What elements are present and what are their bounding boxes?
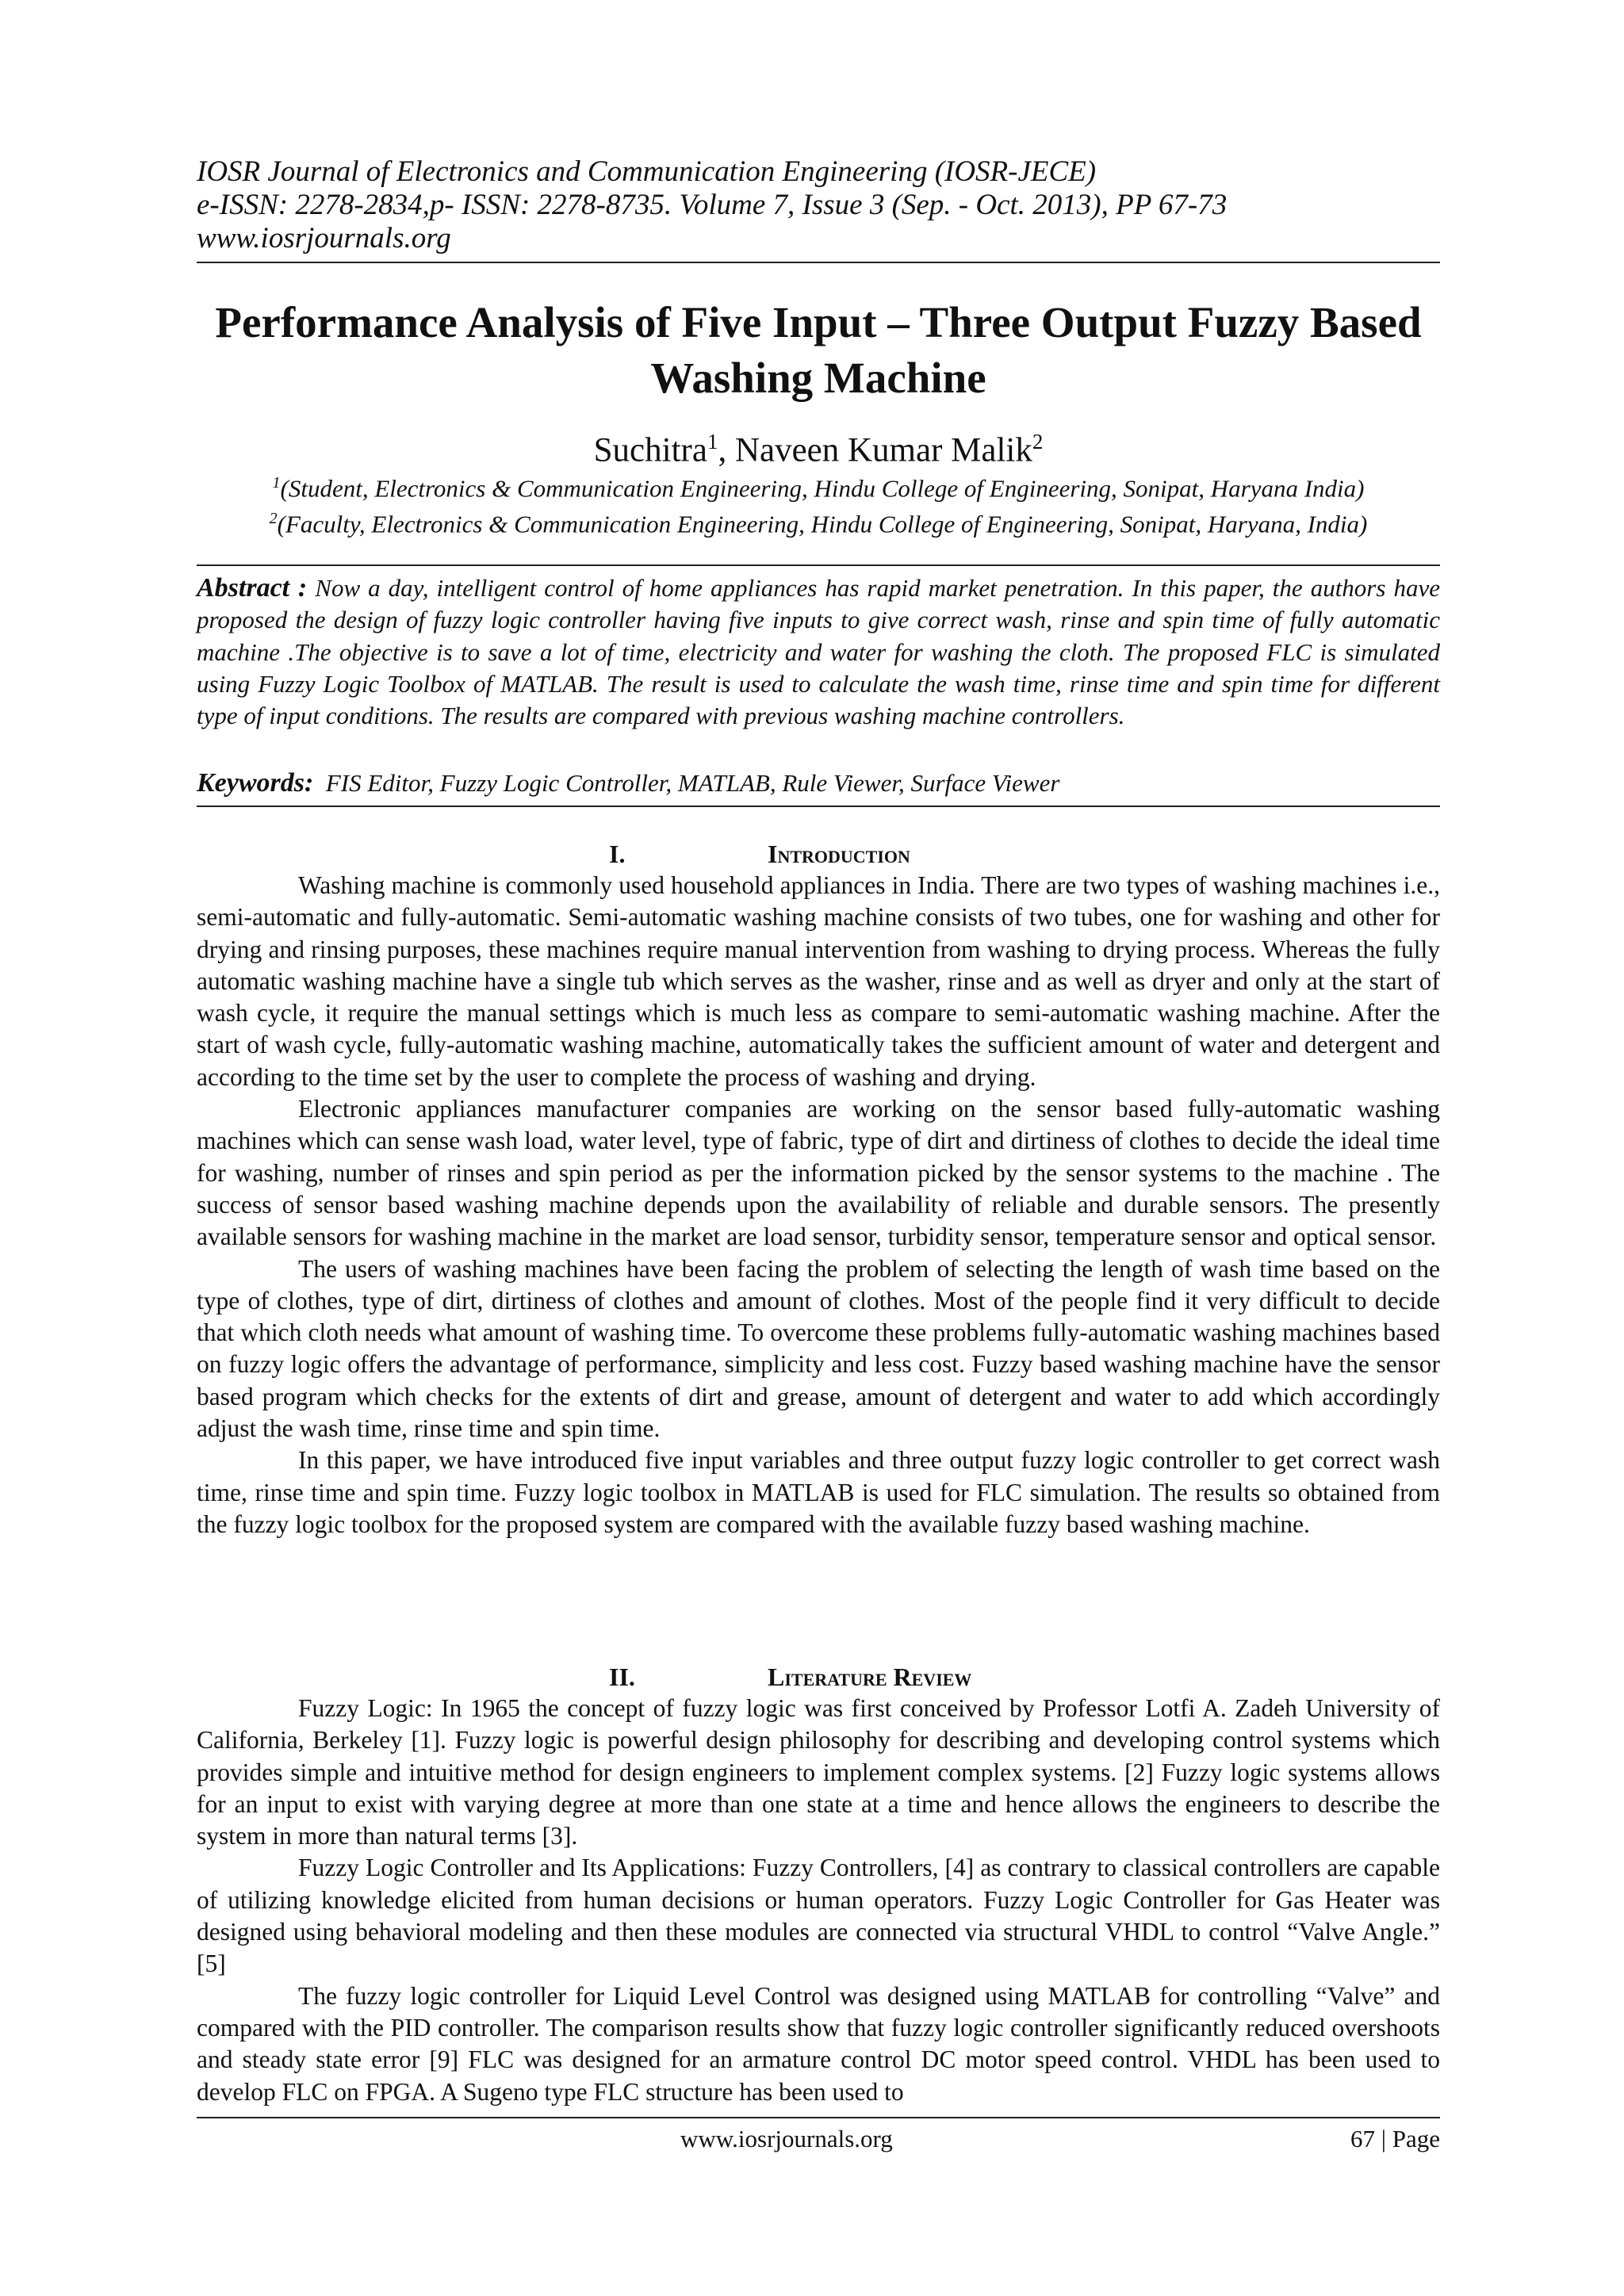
keywords xyxy=(197,767,1440,799)
journal-header xyxy=(197,155,1440,255)
affiliations xyxy=(197,468,1440,540)
affiliation-2 xyxy=(197,503,1440,539)
paragraph: Fuzzy Logic: In 1965 the concept of fuzzy logic was first conceived by Professor Lotfi A. Zadeh University of California, Berkeley [1]. Fuzzy logic is powerful design philosophy for describing and developing control systems which provides simple and intuitive method for design engineers to implement complex systems. [2] Fuzzy logic systems allows for an input to exist with varying degree at more than one state at a time and hence allows the engineers to describe the system in more than natural terms [3]. xyxy=(197,1694,1440,1850)
header-rule xyxy=(197,262,1440,263)
author-list xyxy=(197,422,1440,470)
footer-website: www.iosrjournals.org xyxy=(680,2125,893,2152)
abstract-text: Now a day, intelligent control of home appliances has rapid market penetration. In this paper, the authors have proposed the design of fuzzy logic controller having five inputs to give correct wash, rinse and spin time of fully automatic machine .The objective is to save a lot of time, electricity and water for washing the cloth. The proposed FLC is simulated using Fuzzy Logic Toolbox of MATLAB. The result is used to calculate the wash time, rinse time and spin time for different type of input conditions. The results are compared with previous washing machine controllers. xyxy=(197,574,1440,730)
section-title: Introduction xyxy=(768,840,910,868)
journal-issn-volume: e-ISSN: 2278-2834,p- ISSN: 2278-8735. Volume 7, Issue 3 (Sep. - Oct. 2013), PP 67-73 xyxy=(197,189,1228,221)
affiliation-1-text: (Student, Electronics & Communication Engineering, Hindu College of Engineering, Sonipat, Haryana India) xyxy=(280,474,1365,503)
paper-title xyxy=(197,295,1440,406)
journal-website: www.iosrjournals.org xyxy=(197,222,451,254)
author-1: Suchitra xyxy=(593,431,707,469)
paragraph: Fuzzy Logic Controller and Its Applications: Fuzzy Controllers, [4] as contrary to classical controllers are capable of utilizing knowledge elicited from human decisions or human operators. Fuzzy Logic Controller for Gas Heater was designed using behavioral modeling and then these modules are connected via structural VHDL to control “Valve Angle.” [5] xyxy=(197,1854,1440,1978)
paragraph: The fuzzy logic controller for Liquid Level Control was designed using MATLAB for controlling “Valve” and compared with the PID controller. The comparison results show that fuzzy logic controller significantly reduced overshoots and steady state error [9] FLC was designed for an armature control DC motor speed control. VHDL has been used to develop FLC on FPGA. A Sugeno type FLC structure has been used to xyxy=(197,1981,1440,2106)
affiliation-1 xyxy=(197,468,1440,503)
keywords-label: Keywords: xyxy=(197,768,314,798)
affiliation-2-sup: 2 xyxy=(269,510,278,528)
affiliation-2-text: (Faculty, Electronics & Communication Engineering, Hindu College of Engineering, Sonipat, Haryana, India) xyxy=(277,510,1368,538)
abstract-top-rule xyxy=(197,564,1440,566)
abstract-bottom-rule xyxy=(197,806,1440,807)
journal-name: IOSR Journal of Electronics and Communication Engineering (IOSR-JECE) xyxy=(197,155,1097,188)
abstract xyxy=(197,572,1440,732)
author-2: Naveen Kumar Malik xyxy=(734,431,1032,469)
paragraph: The users of washing machines have been facing the problem of selecting the length of wash time based on the type of clothes, type of dirt, dirtiness of clothes and amount of clothes. Most of the people find it very difficult to decide that which cloth needs what amount of washing time. To overcome these problems fully-automatic washing machines based on fuzzy logic offers the advantage of performance, simplicity and less cost. Fuzzy based washing machine have the sensor based program which checks for the extents of dirt and grease, amount of detergent and water to add which accordingly adjust the wash time, rinse time and spin time. xyxy=(197,1254,1440,1443)
section-title: Literature Review xyxy=(768,1663,972,1691)
title-line-2: Washing Machine xyxy=(650,354,986,402)
footer-rule xyxy=(197,2117,1440,2118)
section-number: II. xyxy=(609,1663,635,1691)
paragraph: Washing machine is commonly used household appliances in India. There are two types of washing machines i.e., semi-automatic and fully-automatic. Semi-automatic washing machine consists of two tubes, one for washing and other for drying and rinsing purposes, these machines require manual intervention from washing to drying process. Whereas the fully automatic washing machine have a single tub which serves as the washer, rinse and as well as dryer and only at the start of wash cycle, it require the manual settings which is much less as compare to semi-automatic washing machine. After the start of wash cycle, fully-automatic washing machine, automatically takes the sufficient amount of water and detergent and according to the time set by the user to complete the process of washing and drying. xyxy=(197,871,1440,1091)
section-number: I. xyxy=(609,840,626,868)
author-1-sup: 1 xyxy=(707,430,718,453)
paragraph: Electronic appliances manufacturer companies are working on the sensor based fully-automatic washing machines which can sense wash load, water level, type of fabric, type of dirt and dirtiness of clothes to decide the ideal time for washing, number of rinses and spin period as per the information picked by the sensor systems to the machine . The success of sensor based washing machine depends upon the availability of reliable and durable sensors. The presently available sensors for washing machine in the market are load sensor, turbidity sensor, temperature sensor and optical sensor. xyxy=(197,1095,1440,1251)
author-separator: , xyxy=(718,431,735,469)
literature-review-body xyxy=(197,1693,1440,2108)
affiliation-1-sup: 1 xyxy=(272,474,281,492)
page-number: 67 | Page xyxy=(1350,2125,1440,2152)
title-line-1: Performance Analysis of Five Input – Three Output Fuzzy Based xyxy=(215,298,1422,346)
keywords-text: FIS Editor, Fuzzy Logic Controller, MATLAB, Rule Viewer, Surface Viewer xyxy=(325,769,1060,797)
paragraph: In this paper, we have introduced five input variables and three output fuzzy logic controller to get correct wash time, rinse time and spin time. Fuzzy logic toolbox in MATLAB is used for FLC simulation. The results so obtained from the fuzzy logic toolbox for the proposed system are compared with the available fuzzy based washing machine. xyxy=(197,1446,1440,1538)
abstract-label: Abstract : xyxy=(197,573,308,603)
introduction-body xyxy=(197,870,1440,1540)
author-2-sup: 2 xyxy=(1032,430,1044,453)
